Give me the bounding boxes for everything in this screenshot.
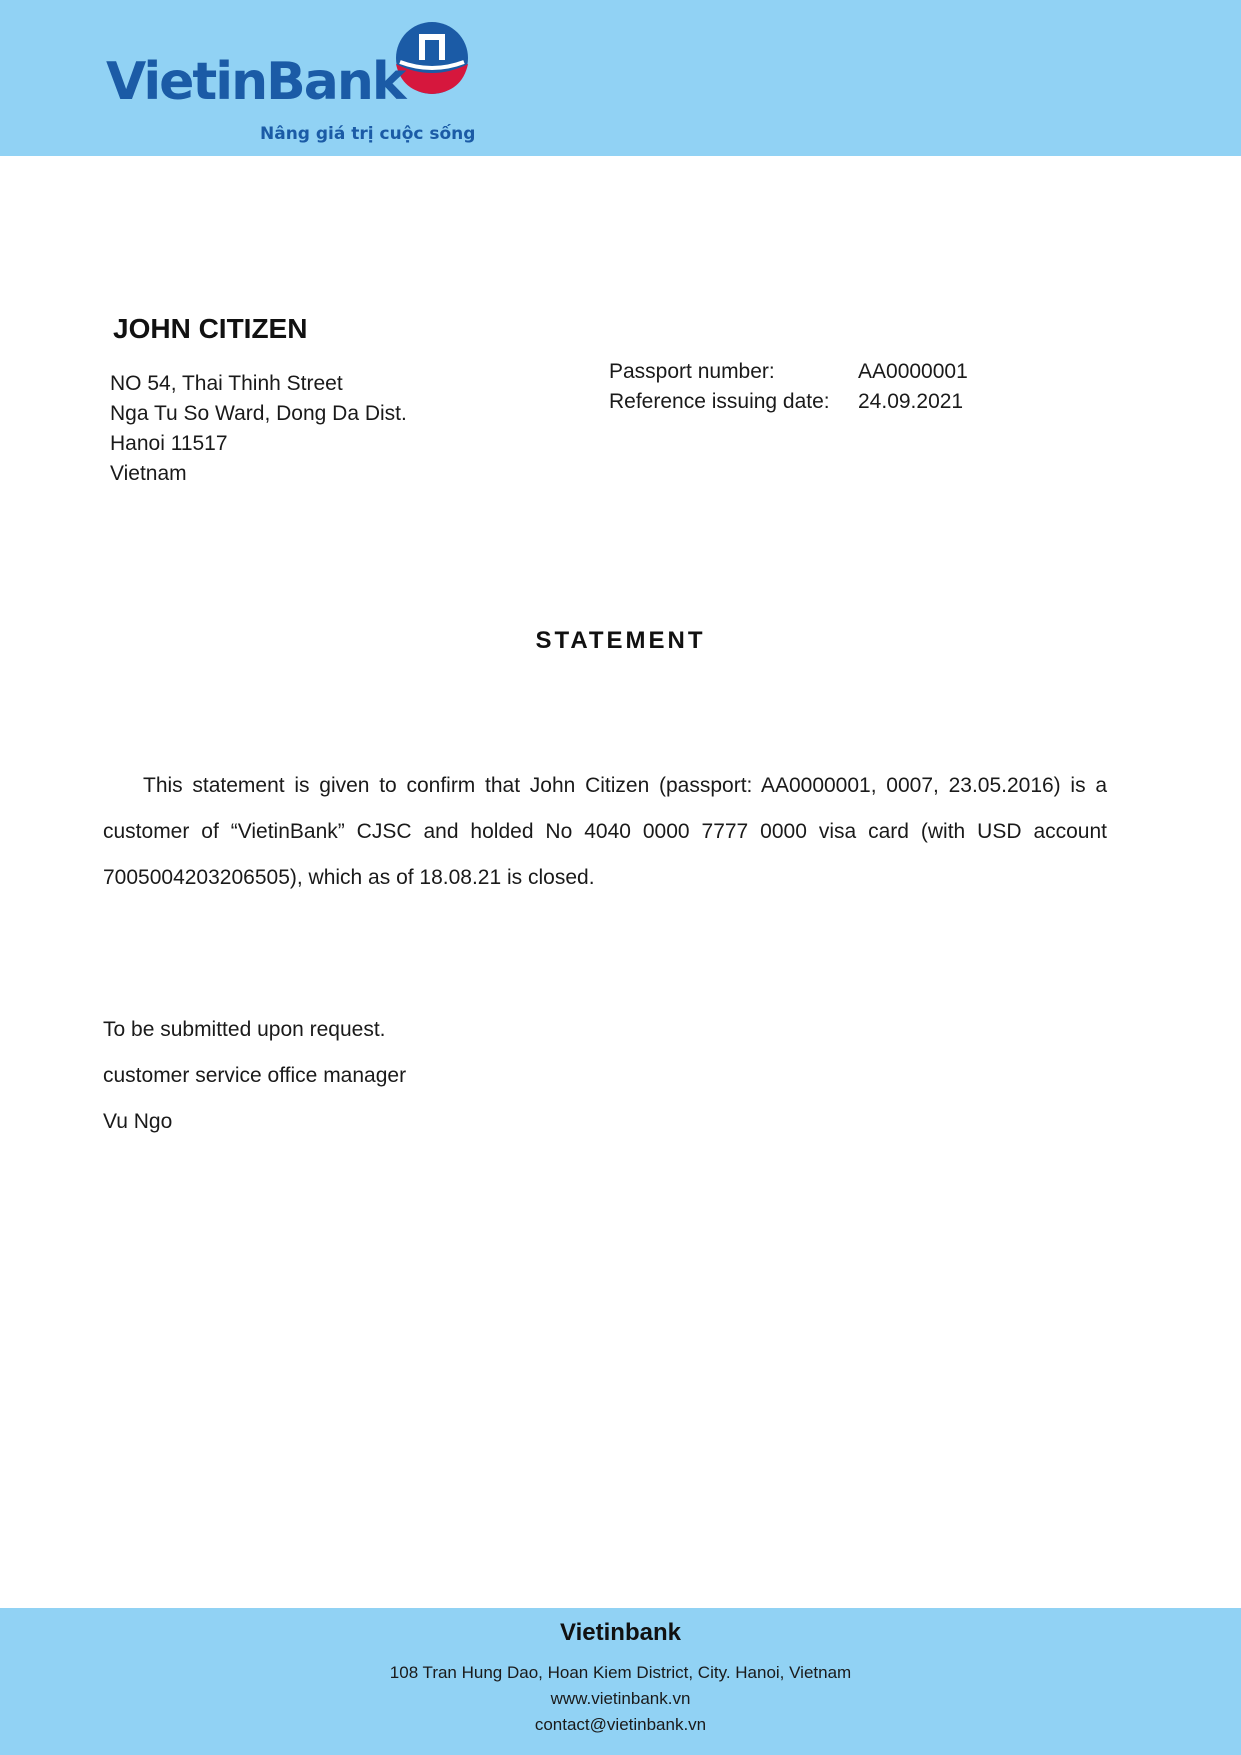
footer-band [0,1608,1241,1755]
footer-website-link[interactable]: www.vietinbank.vn [550,1689,691,1708]
passport-row [609,357,968,387]
address-line: Nga Tu So Ward, Dong Da Dist. [110,402,407,425]
vietinbank-logo [106,20,476,155]
passport-label: Passport number: [609,360,775,383]
issuing-date-value: 24.09.2021 [858,390,964,413]
signatory-name: Vu Ngo [103,1110,173,1133]
issuing-date-label: Reference issuing date: [609,390,830,413]
recipient-name: JOHN CITIZEN [113,313,308,344]
reference-block [609,357,968,417]
footer-email-link[interactable]: contact@vietinbank.vn [534,1715,707,1734]
closing-block [103,1007,406,1145]
logo-wordmark: VietinBank [106,52,405,112]
document-title: STATEMENT [535,627,706,654]
closing-line: To be submitted upon request. [103,1018,386,1041]
statement-body: This statement is given to confirm that John Citizen (passport: AA0000001, 0007, 23.05.2016) is a customer of “VietinBank” CJSC and holded No 4040 0000 7777 0000 visa card (with USD account 7005004203206505), which as of 18.08.21 is closed. [103,774,1107,889]
logo-tagline: Nâng giá trị cuộc sống [260,124,476,144]
address-line: Vietnam [110,462,187,485]
footer-bank-name: Vietinbank [560,1619,681,1646]
passport-value: AA0000001 [858,360,968,383]
address-line: NO 54, Thai Thinh Street [110,372,343,395]
address-line: Hanoi 11517 [110,432,228,455]
footer-address: 108 Tran Hung Dao, Hoan Kiem District, City. Hanoi, Vietnam [389,1663,852,1682]
recipient-address [110,369,407,489]
vietinbank-logo-mark-icon [394,20,470,96]
header-band [0,0,1241,156]
signatory-title: customer service office manager [103,1064,407,1087]
issuing-date-row [609,387,968,417]
